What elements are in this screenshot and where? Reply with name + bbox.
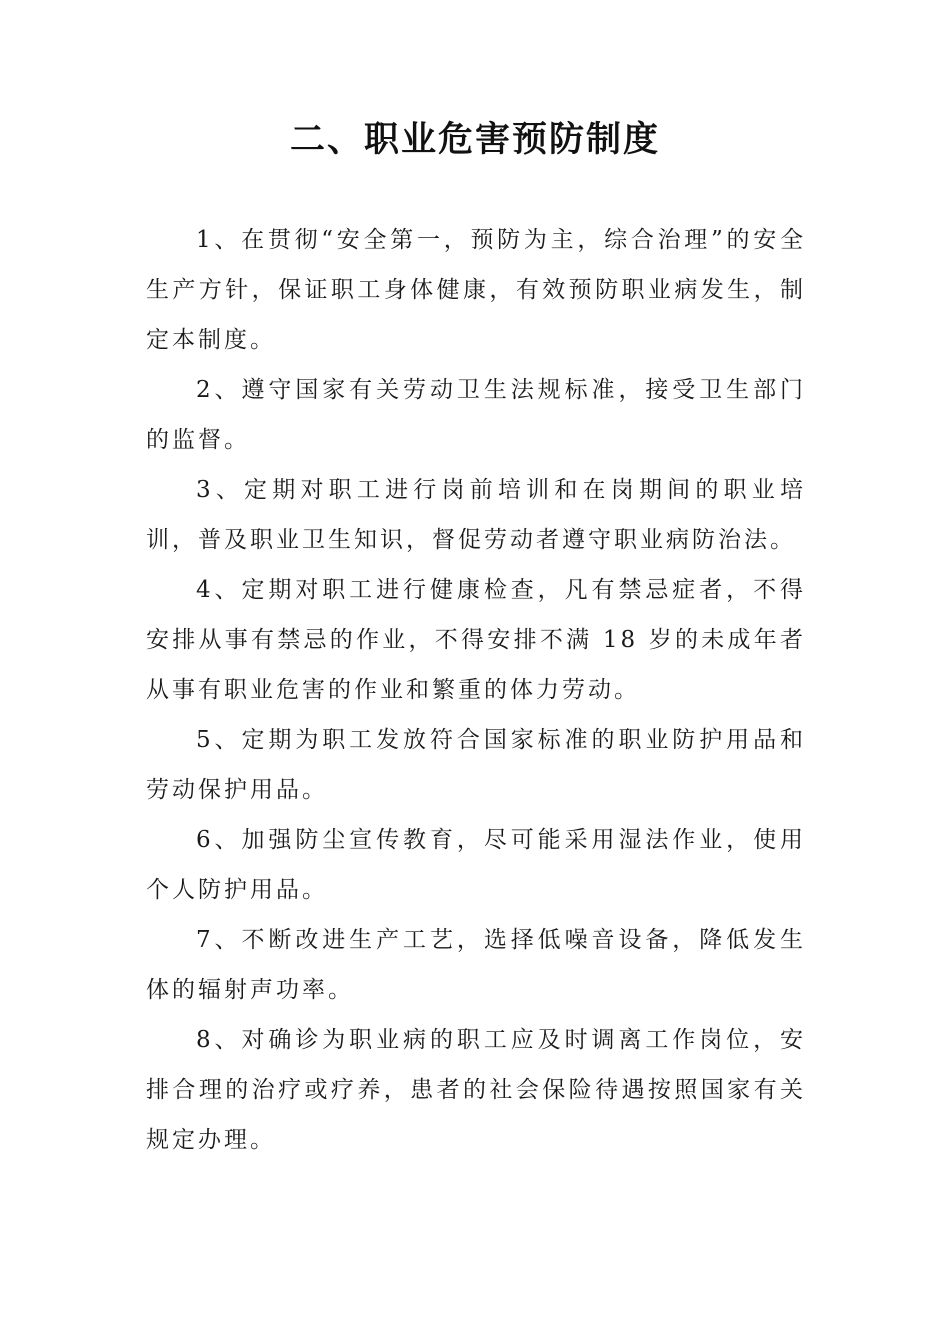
paragraph-4: 4、定期对职工进行健康检查，凡有禁忌症者，不得安排从事有禁忌的作业，不得安排不满 18 岁的未成年者从事有职业危害的作业和繁重的体力劳动。	[146, 577, 806, 703]
paragraph-3: 3、定期对职工进行岗前培训和在岗期间的职业培训，普及职业卫生知识，督促劳动者遵守职业病防治法。	[146, 477, 806, 553]
paragraph-7: 7、不断改进生产工艺，选择低噪音设备，降低发生体的辐射声功率。	[146, 927, 806, 1003]
document-title: 二、职业危害预防制度	[289, 120, 660, 160]
document-body	[146, 215, 806, 1165]
paragraph-6: 6、加强防尘宣传教育，尽可能采用湿法作业，使用个人防护用品。	[146, 827, 806, 903]
paragraph-2: 2、遵守国家有关劳动卫生法规标准，接受卫生部门的监督。	[146, 377, 806, 453]
paragraph-5: 5、定期为职工发放符合国家标准的职业防护用品和劳动保护用品。	[146, 727, 806, 803]
paragraph-8: 8、对确诊为职业病的职工应及时调离工作岗位，安排合理的治疗或疗养，患者的社会保险待遇按照国家有关规定办理。	[146, 1027, 806, 1153]
paragraph-1: 1、在贯彻“安全第一，预防为主，综合治理”的安全生产方针，保证职工身体健康，有效预防职业病发生，制定本制度。	[146, 227, 806, 353]
